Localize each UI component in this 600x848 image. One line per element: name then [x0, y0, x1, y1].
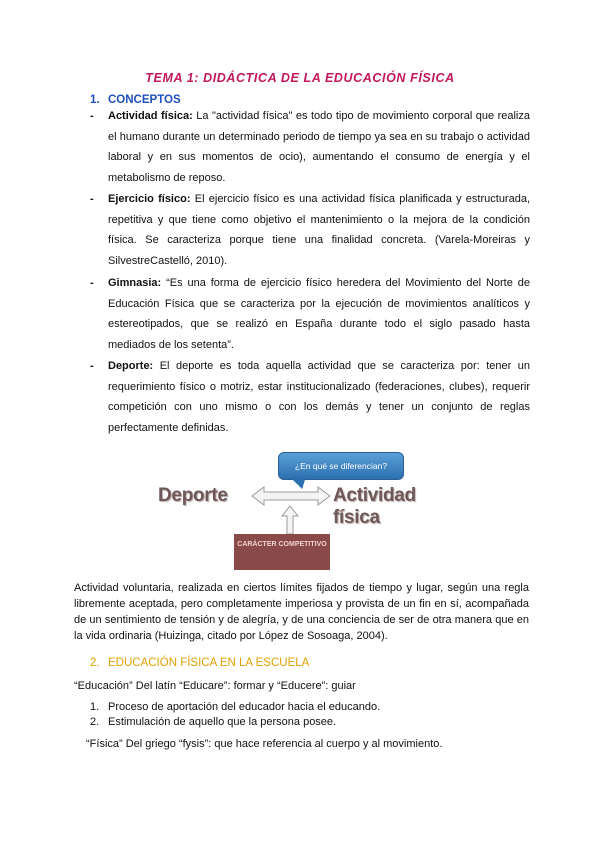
bullet-actividad-fisica: [90, 106, 530, 188]
list-text: Estimulación de aquello que la persona posee.: [108, 716, 337, 728]
bullet-dash: -: [90, 277, 94, 289]
bullet-term: Ejercicio físico:: [108, 193, 191, 205]
bullet-term: Actividad física:: [108, 110, 193, 122]
list-number: 2.: [90, 716, 100, 728]
section-number: 1.: [90, 94, 100, 106]
section-title: EDUCACIÓN FÍSICA EN LA ESCUELA: [108, 657, 310, 669]
section-heading-ef-escuela: [90, 657, 309, 669]
section-title: CONCEPTOS: [108, 94, 181, 106]
list-number: 1.: [90, 701, 100, 713]
bullet-text: El ejercicio físico es una actividad física planificada y estructurada, repetitiva y que tiene como objetivo el mantenimiento o la mejora de la condición física. Se caracteriza porque tiene una finalidad concreta. (Varela-Moreiras y SilvestreCastelló, 2010).: [108, 193, 531, 267]
list-item: [90, 715, 336, 730]
section-number: 2.: [90, 657, 100, 669]
fisica-etymology: “Física” Del griego “fysis”: que hace referencia al cuerpo y al movimiento.: [86, 738, 443, 750]
double-arrow-icon: [252, 487, 330, 505]
diagram-right-label: Actividad física: [333, 485, 416, 528]
competitive-character-box: CARÁCTER COMPETITIVO: [234, 534, 330, 570]
section-heading-conceptos: [90, 94, 181, 106]
document-title: TEMA 1: DIDÁCTICA DE LA EDUCACIÓN FÍSICA: [145, 71, 455, 85]
bullet-text: “Es una forma de ejercicio físico heredera del Movimiento del Norte de Educación Física que se caracteriza por la ejecución de movimientos analíticos y estereotipados, que se realizó en España durante todo el siglo pasado hasta mediados de los setenta”.: [108, 277, 530, 351]
bullet-dash: -: [90, 110, 94, 122]
question-bubble: ¿En qué se diferencian?: [278, 452, 404, 480]
bullet-dash: -: [90, 360, 94, 372]
bullet-term: Deporte:: [108, 360, 154, 372]
bullet-text: La "actividad física" es todo tipo de movimiento corporal que realiza el humano durante un determinado periodo de tiempo ya sea en su trabajo o actividad laboral y en sus momentos de ocio), aumentando el consumo de energía y el metabolismo de reposo.: [108, 110, 530, 184]
bullet-dash: -: [90, 193, 94, 205]
bullet-term: Gimnasia:: [108, 277, 162, 289]
bullet-ejercicio-fisico: [90, 189, 530, 271]
huizinga-quote: Actividad voluntaria, realizada en ciertos límites fijados de tiempo y lugar, según una regla libremente aceptada, pero completamente imperiosa y provista de un fin en sí, acompañada de un sentimiento de tensión y de alegría, y de una conciencia de ser de otra manera que en la vida ordinaria (Huizinga, citado por López de Sosoaga, 2004).: [74, 582, 529, 642]
arrows-graphic: [250, 484, 332, 536]
diagram-left-label: Deporte: [158, 485, 228, 506]
educacion-etymology: “Educación” Del latín “Educare”: formar y “Educere”: guiar: [74, 680, 356, 692]
bullet-text: El deporte es toda aquella actividad que se caracteriza por: tener un requerimiento físico o motriz, estar institucionalizado (federaciones, clubes), requerir competición con uno mismo o con los demás y tener un conjunto de reglas perfectamente definidas.: [108, 360, 530, 434]
list-text: Proceso de aportación del educador hacia el educando.: [108, 701, 381, 713]
bullet-gimnasia: [90, 273, 530, 355]
up-arrow-icon: [282, 506, 298, 534]
list-item: [90, 700, 380, 715]
bullet-deporte: [90, 356, 530, 438]
comparison-diagram: [150, 448, 450, 573]
